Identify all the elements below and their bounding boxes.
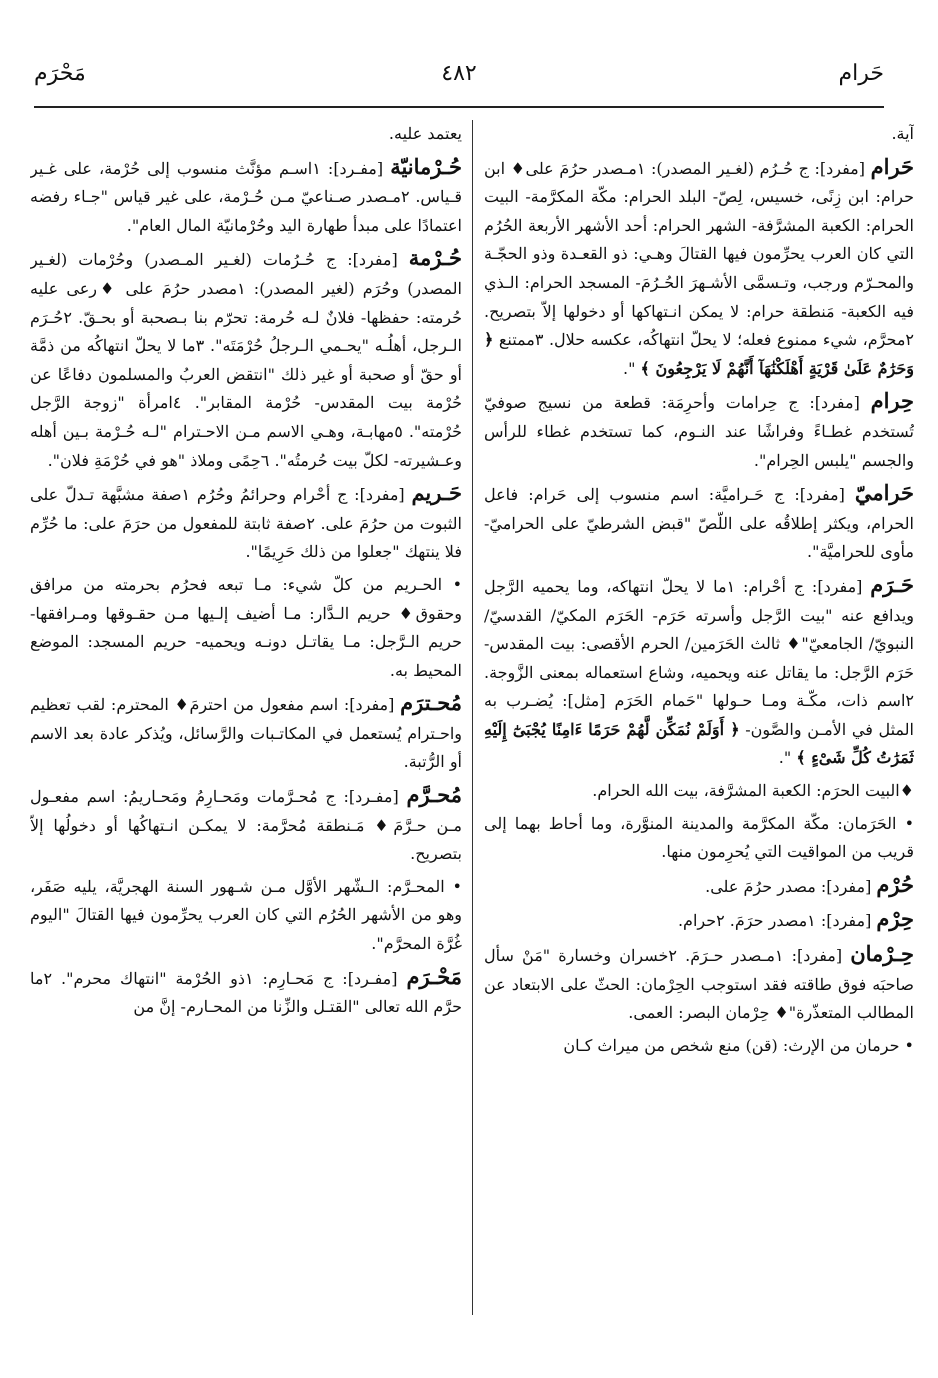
- entry-text: [مفـرد]: ١اسـم مؤنَّث منسوب إلى حُرْمة، على غـير قـياس. ٢مـصدر صـناعيّ مـن حُـرْمة، على غير قياس "جـاء رفضه اعتمادًا على مبدأ طهارة اليد وحُرْمانيّة المال العام".: [30, 158, 462, 235]
- entry-headword: حُـرْمة: [408, 245, 462, 271]
- dictionary-entry: [30, 120, 462, 149]
- right-column: [484, 120, 914, 1370]
- entry-text-tail: ".: [623, 358, 641, 378]
- dictionary-entry: [30, 963, 462, 1022]
- dictionary-entry: [484, 387, 914, 475]
- entry-headword: حِـرْمان: [850, 941, 914, 967]
- entry-text: [مفرد]: اسم مفعول من احترمَ♦ المحترم: لقب تعظيم واحـترام يُستعمل في المكاتـبات والرَّسائل، ويُذكر عادة بعد الاسم أو الرُّتبة.: [30, 695, 462, 772]
- column-divider: [472, 120, 473, 1315]
- entry-headword: حُرْم: [876, 871, 914, 897]
- entry-headword: مَحْـرَم: [406, 963, 462, 989]
- entry-headword: حِرام: [870, 388, 914, 414]
- dictionary-entry: [30, 479, 462, 567]
- header-headword-last: مَحْرَم: [34, 61, 86, 86]
- entry-text: [مفرد]: ج حُـرُمات (لغـير المـصدر) وحُرْمات (لغـير المصدر) وحُرَم (لغير المصدر): ١مصدر حرُمَ على ♦رعى عليه حُرمته: حفظها- فلانٌ لـه حُرمة: تحرّم بنا بـصحبة أو بحـقّ. ٢حُـرَم الـرجل، أهلُـه "يحـمي الـرجلُ حُرْمَتَه". ٣ما لا يحلّ انتهاكُه من ذمَّة أو حقّ أو صحبة أو غير ذلك "انتقض العربُ والمسلمون دفاعًا عن حُرْمة بيت المقدس- حُرْمة المقابر". ٤امرأة "زوجة الرَّجل حُرْمته". ٥مهابـة، وهـي الاسم مـن الاحـترام "لـه حُـرْمة بـين أهله وعـشيرته- لكلّ بيت حُرمتُه". ٦حِمًى وملاذ "هو في حُرْمَةِ فلان".: [30, 250, 462, 470]
- entry-text: [مفرد]: ١مـصدر حـرَمَ. ٢خسران وخسارة "مَنْ سأل صاحبَه فوق طاقته فقد استوجب الحِرْمان: الحثّ على الابتعاد عن المطالب المتعذّرة"♦ حِرْمان البصر: العمى.: [484, 946, 914, 1023]
- entry-text: [مفرد]: مصدر حرُمَ على.: [705, 876, 877, 896]
- entry-text: [مفـرد]: ج مَحـارِم: ١ذو الحُرْمة "انتهاك محرم". ٢ما حرَّم الله تعالى "القتـل والزِّنا من المحـارم- إنَّ من: [30, 968, 462, 1017]
- page-number: ٤٨٢: [441, 61, 477, 86]
- left-column: [30, 120, 462, 1370]
- dictionary-entry: [484, 777, 914, 806]
- dictionary-entry: [484, 940, 914, 1028]
- header-rule: [34, 106, 884, 108]
- entry-headword: حَرام: [870, 153, 914, 179]
- dictionary-entry: [30, 873, 462, 959]
- entry-headword: حَراميّ: [854, 480, 914, 506]
- entry-headword: حِرْم: [876, 906, 914, 932]
- entry-headword: حَـرَم: [870, 571, 914, 597]
- entry-text: [مفـرد]: ج مُحـرَّمات ومَحـارِمُ ومَحـاريمُ: اسم مفعـول مـن حـرَّمَ♦ مَـنطقة مُحرَّمة: لا يمكـن انـتهاكُها أو دخولُها إلاّ بتصريح.: [30, 787, 462, 864]
- dictionary-entry: [484, 810, 914, 867]
- entry-text: • الحـريم من كلّ شيء: مـا تبعه فحرُم بحرمته من مرافق وحقوق♦ حريم الـدَّار: مـا أضيف إلـيها مـن حقـوقها ومـرافقها- حريم الـرَّجل: مـا يقاتـل دونـه ويحميه- حريم المسجد: الموضع المحيط به.: [30, 574, 462, 680]
- entry-text: يعتمد عليه.: [388, 124, 462, 143]
- entry-text: • المحـرَّم: الـشّهر الأوَّل مـن شـهور السنة الهجريَّة، يليه صَفَر، وهو من الأشهر الحُرُم التي كان العرب يحرِّمون فيها القتالَ "اليوم غُرَّة المحرَّم".: [30, 876, 462, 954]
- entry-text: ♦البيت الحرَم: الكعبة المشرَّفة، بيت الله الحرام.: [592, 781, 914, 801]
- header-headword-first: حَرام: [838, 61, 884, 86]
- dictionary-entry: [484, 120, 914, 149]
- entry-headword: مُحـرَّم: [406, 782, 462, 808]
- dictionary-entry: [484, 905, 914, 936]
- entry-headword: حَـريم: [411, 480, 462, 506]
- dictionary-entry: [484, 153, 914, 384]
- entry-text: [مفرد]: ج حَـراميَّة: اسم منسوب إلى حَرام: فاعل الحرام، ويكثر إطلاقُه على اللّصّ "قبض الشرطيّ على الحراميّ- مأوى للحراميَّة".: [484, 485, 914, 562]
- dictionary-entry: [484, 571, 914, 773]
- dictionary-entry: [484, 871, 914, 902]
- entry-quran-verse: ﴿ أَوَلَمْ نُمَكِّن لَّهُمْ حَرَمًا ءَامِنًا يُجْبَىٰٓ إِلَيْهِ ثَمَرَٰتُ كُلِّ شَىْءٍ ﴾: [484, 719, 914, 768]
- entry-text: [مفرد]: ج حِرامات وأحرِمَة: قطعة من نسيج صوفيّ تُستخدم غطـاءً وفراشًا عند النـوم، كما تستخدم غطاء للرأس والجسم "يلبس الحِرام".: [484, 393, 914, 470]
- dictionary-entry: [484, 1032, 914, 1061]
- page-header: [34, 50, 884, 108]
- entry-headword: مُحـترَم: [400, 690, 462, 716]
- entry-text: [مفرد]: ١مصدر حرَمَ. ٢حرام.: [677, 911, 877, 931]
- entry-quran-verse: ﴿ وَحَرَٰمٌ عَلَىٰ قَرْيَةٍ أَهْلَكْنَٰهَآ أَنَّهُمْ لَا يَرْجِعُونَ ﴾: [484, 330, 914, 378]
- entry-text: آية.: [891, 124, 914, 143]
- entry-text: [مفرد]: ج حُـرُم (لغـير المصدر): ١مـصدر حرُمَ على♦ ابن حرام: ابن زِنًى، خسيس، لِصّ- البلد الحرام: مكّة المكرَّمة- البيت الحرام: الكعبة المشرَّفة- الشهر الحرام: أحد الأشهر الأربعة الحُرُم التي كان العرب يحرِّمون فيها القتالَ وهـي: ذو القعـدة وذو الحجّـة والمحـرّم ورجب، وتـسمَّى الأشـهرَ الحُـرُمَ- المسجد الحرام: الـذي فيه الكعبة- مَنطقة حرام: لا يمكن انـتهاكها أو دخولها إلاّ بتصريح. ٢محرَّم، شيء ممنوع فعله؛ لا يحلّ انتهاكُه، عكسه حلال. ٣ممتنع: [484, 158, 914, 350]
- entry-text-tail: ".: [778, 748, 797, 768]
- entry-headword: حُـرْمانيّة: [390, 153, 462, 179]
- entry-text: [مفرد]: ج أحْرام: ١ما لا يحلّ انتهاكه، وما يحميه الرَّجل ويدافع عنه "بيت الرَّجل وأسرته حَرَم- الحَرَم المكيّ/ القدسيّ/ النبويّ/ الجامعيّ"♦ ثالث الحَرَمين/ الحرم الأقصى: بيت المقدس- حَرَم الرَّجل: ما يقاتل عنه ويحميه، وشاع استعماله بمعنى الزَّوجة. ٢اسم ذات، مكّـة ومـا حـولها "حَمام الحَرَم [مثل]: يُضـرب به المثل في الأمـن والصَّون-: [484, 576, 914, 739]
- entry-text: • الحَرَمان: مكّة المكرَّمة والمدينة المنوَّرة، وما أحاط بهما إلى قريب من المواقيت التي يُحرِمون منها.: [484, 813, 914, 862]
- entry-text: [مفرد]: ج أحْرام وحرائمُ وحُرُم ١صفة مشبَّهة تـدلّ على الثبوت من حرُمَ على. ٢صفة ثابتة للمفعول من حرَمَ على: ما حُرِّم فلا ينتهك "جعلوا من ذلك حَرِيمًا".: [30, 485, 462, 562]
- dictionary-entry: [30, 571, 462, 685]
- dictionary-entry: [30, 689, 462, 777]
- entry-text: • حرمان من الإرث: (قن) منع شخص من ميراث كـان: [563, 1035, 914, 1055]
- dictionary-entry: [30, 781, 462, 869]
- dictionary-entry: [30, 244, 462, 475]
- dictionary-entry: [484, 479, 914, 567]
- dictionary-entry: [30, 153, 462, 241]
